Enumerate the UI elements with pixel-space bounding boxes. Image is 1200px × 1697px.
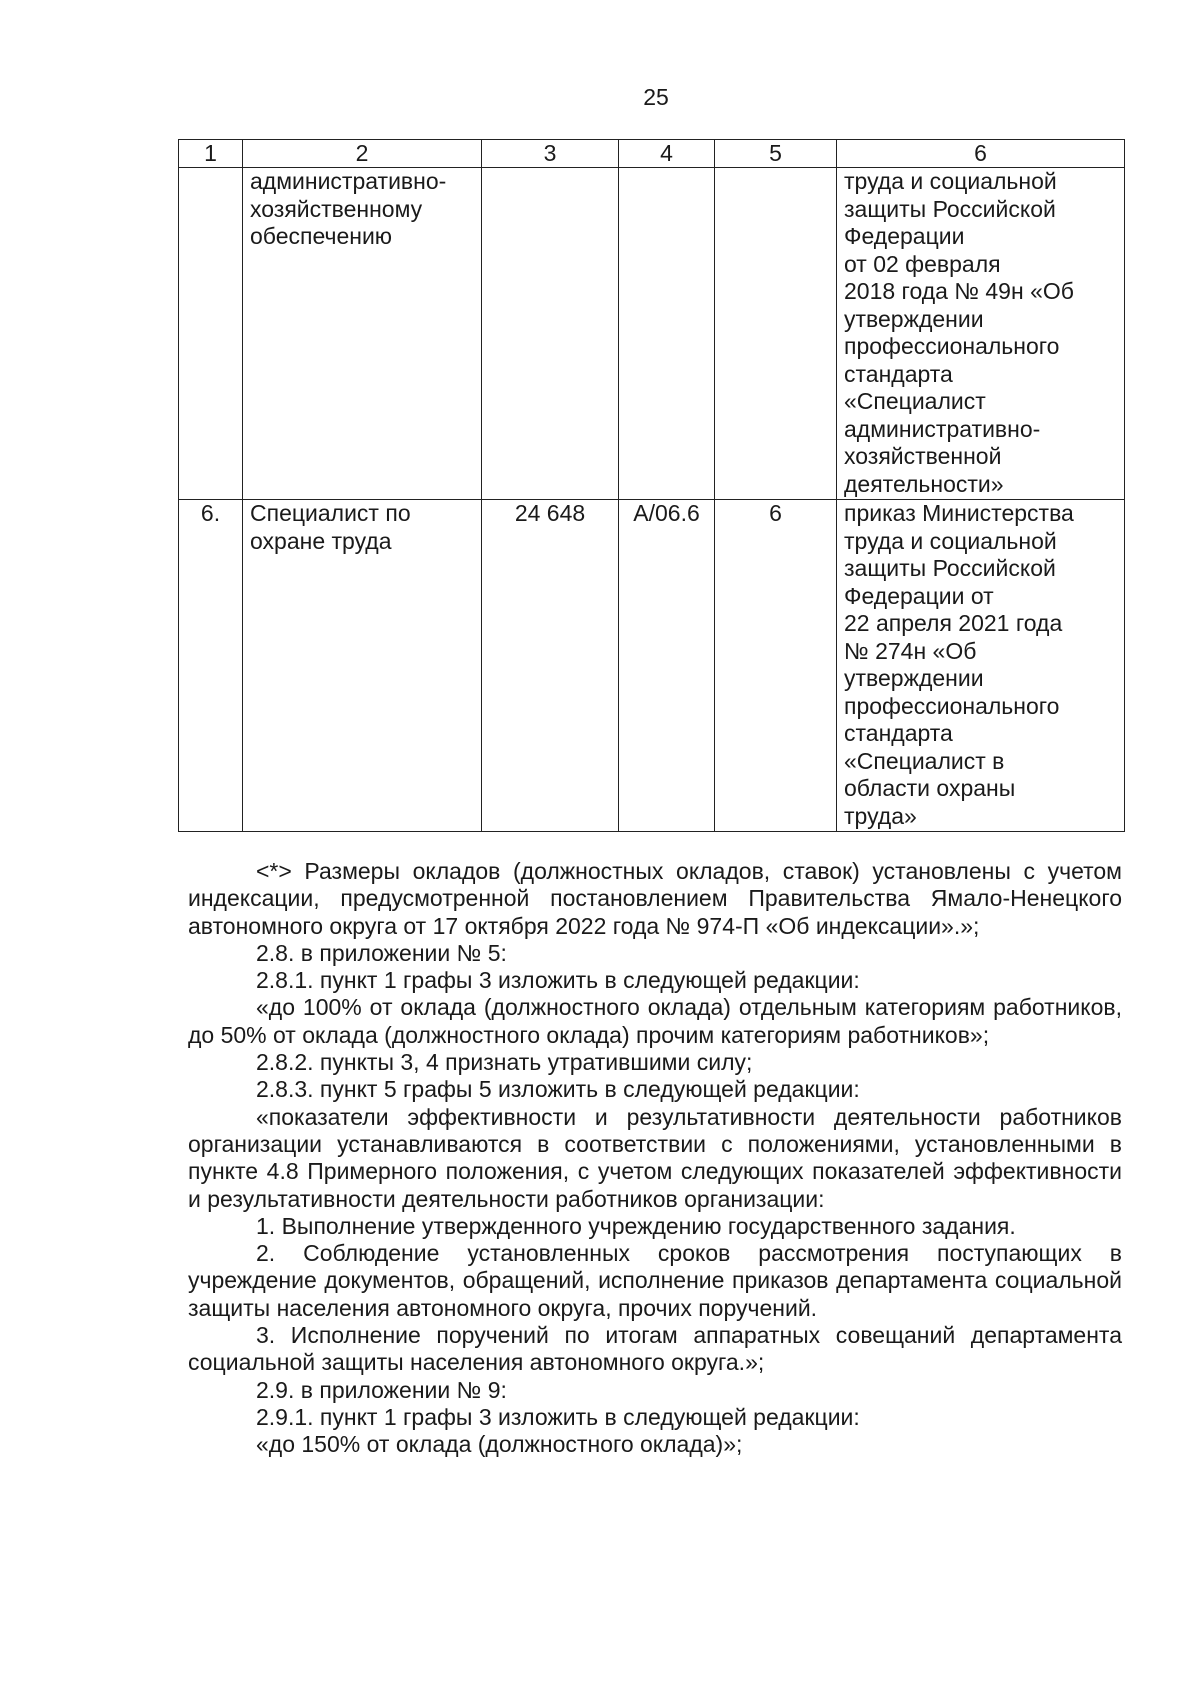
item-2-9-1: 2.9.1. пункт 1 графы 3 изложить в следующей редакции: bbox=[256, 1403, 860, 1430]
cell-line: Федерации bbox=[844, 223, 965, 249]
row-1-code bbox=[619, 168, 715, 500]
row-2-code: А/06.6 bbox=[619, 500, 715, 832]
header-col-2: 2 bbox=[243, 140, 482, 168]
row-2-level: 6 bbox=[715, 500, 837, 832]
cell-line: обеспечению bbox=[250, 223, 393, 249]
cell-line: профессионального bbox=[844, 692, 1060, 719]
table-header-row bbox=[179, 140, 1125, 168]
cell-line: стандарта bbox=[844, 360, 953, 387]
item-2-9: 2.9. в приложении № 9: bbox=[256, 1376, 507, 1403]
cell-line: приказ Министерства bbox=[844, 500, 1074, 526]
cell-line: хозяйственной bbox=[844, 443, 1002, 469]
header-col-3: 3 bbox=[482, 140, 619, 168]
item-2-8-1: 2.8.1. пункт 1 графы 3 изложить в следующей редакции: bbox=[256, 967, 860, 994]
row-2-salary: 24 648 bbox=[482, 500, 619, 832]
row-2-reference bbox=[837, 500, 1125, 832]
cell-line: защиты Российской bbox=[844, 555, 1056, 581]
cell-line: 22 апреля 2021 года bbox=[844, 610, 1063, 636]
cell-line: утверждении bbox=[844, 305, 984, 332]
cell-line: «Специалист bbox=[844, 388, 986, 414]
cell-line: охране труда bbox=[250, 527, 392, 554]
quote-paragraph: «показатели эффективности и результативности деятельности работников организации устанавливаются в соответствии с положениями, установленными в пункте 4.8 Примерного положения, с учетом следующих показателей эффективности и результативности деятельности работников организации: bbox=[188, 1103, 1122, 1212]
footnote-paragraph: <*> Размеры окладов (должностных окладов, ставок) установлены с учетом индексации, предусмотренной постановлением Правительства Ямало-Ненецкого автономного округа от 17 октября 2022 года № 974-П «Об индексации».»; bbox=[188, 858, 1122, 939]
cell-line: «Специалист в bbox=[844, 747, 1005, 774]
cell-line: административно- bbox=[844, 415, 1041, 442]
header-col-6: 6 bbox=[837, 140, 1125, 168]
cell-line: труда и социальной bbox=[844, 168, 1057, 194]
cell-line: № 274н «Об bbox=[844, 637, 977, 664]
list-item: 1. Выполнение утвержденного учреждению государственного задания. bbox=[256, 1212, 1016, 1239]
row-1-reference bbox=[837, 168, 1125, 500]
cell-line: Федерации от bbox=[844, 582, 994, 609]
row-1-number bbox=[179, 168, 243, 500]
row-2-position bbox=[243, 500, 482, 832]
cell-line: деятельности» bbox=[844, 470, 1004, 497]
header-col-4: 4 bbox=[619, 140, 715, 168]
item-2-8: 2.8. в приложении № 5: bbox=[256, 939, 507, 966]
quote-paragraph: «до 150% от оклада (должностного оклада)»; bbox=[256, 1431, 743, 1458]
header-col-5: 5 bbox=[715, 140, 837, 168]
list-item: 2. Соблюдение установленных сроков рассмотрения поступающих в учреждение документов, обращений, исполнение приказов департамента социальной защиты населения автономного округа, прочих поручений. bbox=[188, 1240, 1122, 1321]
list-item: 3. Исполнение поручений по итогам аппаратных совещаний департамента социальной защиты населения автономного округа.»; bbox=[188, 1322, 1122, 1376]
positions-table bbox=[178, 139, 1125, 832]
cell-line: труда и социальной bbox=[844, 527, 1057, 554]
cell-line: от 02 февраля bbox=[844, 250, 1001, 277]
table-row bbox=[179, 168, 1125, 500]
cell-line: утверждении bbox=[844, 665, 984, 691]
quote-paragraph: «до 100% от оклада (должностного оклада) отдельным категориям работников, до 50% от оклада (должностного оклада) прочим категориям работников»; bbox=[188, 994, 1122, 1048]
cell-line: 2018 года № 49н «Об bbox=[844, 278, 1074, 304]
table-row bbox=[179, 500, 1125, 832]
row-1-salary bbox=[482, 168, 619, 500]
cell-line: стандарта bbox=[844, 720, 953, 746]
cell-line: труда» bbox=[844, 802, 917, 829]
body-text bbox=[188, 858, 1122, 1459]
header-col-1: 1 bbox=[179, 140, 243, 168]
cell-line: хозяйственному bbox=[250, 195, 423, 222]
cell-line: области охраны bbox=[844, 775, 1016, 801]
row-1-level bbox=[715, 168, 837, 500]
cell-line: профессионального bbox=[844, 333, 1060, 359]
item-2-8-2: 2.8.2. пункты 3, 4 признать утратившими силу; bbox=[256, 1049, 753, 1076]
row-2-number: 6. bbox=[179, 500, 243, 832]
cell-line: Специалист по bbox=[250, 500, 411, 526]
page-number: 25 bbox=[643, 84, 669, 110]
cell-line: административно- bbox=[250, 168, 447, 194]
cell-line: защиты Российской bbox=[844, 195, 1056, 222]
row-1-position bbox=[243, 168, 482, 500]
item-2-8-3: 2.8.3. пункт 5 графы 5 изложить в следующей редакции: bbox=[256, 1076, 860, 1103]
